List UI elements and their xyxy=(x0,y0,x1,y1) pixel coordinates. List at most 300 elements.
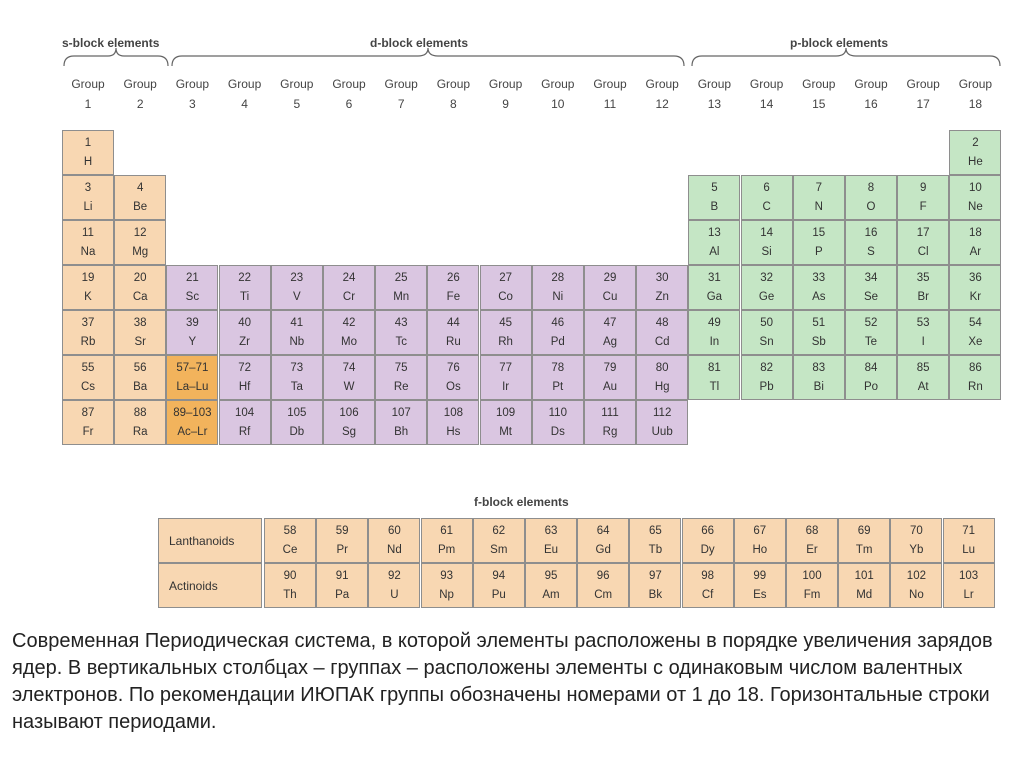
element-symbol: Ra xyxy=(132,426,148,438)
element-symbol: Th xyxy=(283,589,297,601)
atomic-number: 82 xyxy=(760,362,773,374)
f-element-cell xyxy=(734,518,786,563)
atomic-number: 50 xyxy=(760,317,773,329)
atomic-number: 15 xyxy=(812,227,826,239)
element-symbol: Yb xyxy=(909,544,924,556)
group-word: Group xyxy=(697,77,732,91)
atomic-number: 57–71 xyxy=(176,362,209,374)
element-symbol: Pd xyxy=(550,336,565,348)
group-header-8 xyxy=(427,74,479,114)
element-cell xyxy=(897,220,949,265)
element-symbol: In xyxy=(709,336,720,348)
element-symbol: K xyxy=(84,291,92,303)
element-cell xyxy=(636,310,688,355)
atomic-number: 14 xyxy=(760,227,773,239)
element-symbol: Tl xyxy=(709,381,720,393)
f-element-cell xyxy=(421,563,473,608)
f-element-cell xyxy=(525,563,577,608)
atomic-number: 43 xyxy=(394,317,408,329)
atomic-number: 56 xyxy=(133,362,147,374)
atomic-number: 62 xyxy=(492,525,506,537)
element-symbol: Pu xyxy=(491,589,506,601)
group-header-16 xyxy=(845,74,897,114)
element-cell xyxy=(949,265,1001,310)
atomic-number: 86 xyxy=(968,362,982,374)
element-symbol: Cl xyxy=(917,246,929,258)
element-symbol: N xyxy=(814,201,823,213)
group-number: 6 xyxy=(345,97,353,111)
group-number: 16 xyxy=(864,97,878,111)
group-word: Group xyxy=(749,77,784,91)
element-symbol: No xyxy=(909,589,924,601)
element-cell xyxy=(375,400,427,445)
atomic-number: 59 xyxy=(335,525,349,537)
element-symbol: Rf xyxy=(238,426,251,438)
element-cell xyxy=(323,400,375,445)
element-symbol: Sb xyxy=(811,336,826,348)
element-cell xyxy=(532,400,584,445)
element-cell xyxy=(427,355,479,400)
group-word: Group xyxy=(645,77,679,91)
group-header-3 xyxy=(166,74,218,114)
atomic-number: 45 xyxy=(499,317,512,329)
element-cell xyxy=(793,175,845,220)
element-cell xyxy=(480,355,532,400)
group-number: 8 xyxy=(450,97,457,111)
element-symbol: La–Lu xyxy=(176,381,209,393)
atomic-number: 58 xyxy=(283,525,297,537)
group-number: 15 xyxy=(812,97,826,111)
element-symbol: Ru xyxy=(446,336,461,348)
atomic-number: 20 xyxy=(133,272,147,284)
atomic-number: 94 xyxy=(492,570,506,582)
element-symbol: Se xyxy=(863,291,879,303)
element-symbol: Sr xyxy=(134,336,146,348)
element-symbol: S xyxy=(867,246,875,258)
group-header-5 xyxy=(271,74,323,114)
element-symbol: Os xyxy=(446,381,461,393)
group-header-4 xyxy=(219,74,271,114)
element-symbol: Cm xyxy=(594,589,613,601)
element-symbol: Rh xyxy=(498,336,513,348)
element-cell xyxy=(166,265,218,310)
atomic-number: 104 xyxy=(235,407,255,419)
atomic-number: 66 xyxy=(701,525,714,537)
element-cell xyxy=(62,130,114,175)
element-cell xyxy=(897,175,949,220)
element-cell xyxy=(114,355,166,400)
element-symbol: Co xyxy=(498,291,513,303)
element-symbol: Kr xyxy=(969,291,982,303)
element-cell xyxy=(949,310,1001,355)
group-header-9 xyxy=(480,74,532,114)
element-symbol: Ti xyxy=(240,291,250,303)
group-number: 9 xyxy=(502,97,509,111)
element-symbol: Cu xyxy=(602,291,618,303)
element-symbol: Rb xyxy=(80,336,96,348)
element-cell xyxy=(688,265,740,310)
atomic-number: 11 xyxy=(82,227,94,239)
element-cell xyxy=(793,220,845,265)
atomic-number: 29 xyxy=(603,272,617,284)
atomic-number: 69 xyxy=(857,525,871,537)
element-symbol: Pm xyxy=(437,544,456,556)
element-symbol: Nb xyxy=(289,336,305,348)
atomic-number: 67 xyxy=(753,525,767,537)
atomic-number: 79 xyxy=(603,362,617,374)
element-symbol: Am xyxy=(542,589,560,601)
group-number: 14 xyxy=(759,97,774,111)
atomic-number: 91 xyxy=(335,570,349,582)
element-symbol: Pr xyxy=(336,544,348,556)
f-element-cell xyxy=(473,518,525,563)
element-symbol: V xyxy=(292,291,301,303)
atomic-number: 80 xyxy=(655,362,669,374)
element-cell xyxy=(375,310,427,355)
atomic-number: 18 xyxy=(968,227,982,239)
group-word: Group xyxy=(227,77,262,91)
element-symbol: At xyxy=(917,381,929,393)
element-symbol: Bi xyxy=(813,381,824,393)
f-element-cell xyxy=(421,518,473,563)
element-cell xyxy=(375,265,427,310)
group-word: Group xyxy=(332,77,366,91)
atomic-number: 83 xyxy=(812,362,826,374)
element-cell xyxy=(584,400,636,445)
element-cell xyxy=(688,310,740,355)
element-symbol: Fe xyxy=(446,291,461,303)
element-cell xyxy=(219,355,271,400)
group-number: 1 xyxy=(84,97,92,111)
element-symbol: Hg xyxy=(654,381,670,393)
atomic-number: 65 xyxy=(648,525,662,537)
atomic-number: 92 xyxy=(387,570,401,582)
element-symbol: H xyxy=(83,156,93,168)
element-cell xyxy=(845,355,897,400)
f-element-cell xyxy=(943,518,995,563)
element-symbol: Hs xyxy=(446,426,461,438)
element-symbol: Sn xyxy=(759,336,774,348)
block-braces xyxy=(0,0,1024,75)
element-symbol: O xyxy=(866,201,876,213)
element-cell xyxy=(845,310,897,355)
element-symbol: Lr xyxy=(963,589,974,601)
group-header-2 xyxy=(114,74,166,114)
element-symbol: He xyxy=(968,156,983,168)
element-cell xyxy=(427,310,479,355)
atomic-number: 25 xyxy=(394,272,408,284)
group-header-15 xyxy=(793,74,845,114)
element-cell xyxy=(323,265,375,310)
atomic-number: 85 xyxy=(916,362,930,374)
atomic-number: 47 xyxy=(603,317,617,329)
element-cell xyxy=(532,310,584,355)
element-symbol: Te xyxy=(864,336,878,348)
atomic-number: 17 xyxy=(916,227,930,239)
element-symbol: Zr xyxy=(239,336,251,348)
element-cell xyxy=(636,355,688,400)
element-cell xyxy=(271,265,323,310)
element-cell xyxy=(793,355,845,400)
group-word: Group xyxy=(280,77,314,91)
element-symbol: Al xyxy=(709,246,720,258)
element-symbol: Pt xyxy=(552,381,564,393)
element-cell xyxy=(271,355,323,400)
atomic-number: 74 xyxy=(342,362,356,374)
atomic-number: 112 xyxy=(653,407,672,419)
element-cell xyxy=(949,130,1001,175)
element-cell xyxy=(62,175,114,220)
group-header-17 xyxy=(897,74,949,114)
f-element-cell xyxy=(943,563,995,608)
f-block-label: f-block elements xyxy=(474,495,569,509)
atomic-number: 110 xyxy=(548,407,567,419)
atomic-number: 75 xyxy=(394,362,408,374)
atomic-number: 27 xyxy=(499,272,512,284)
group-header-14 xyxy=(741,74,793,114)
element-cell xyxy=(323,355,375,400)
group-number: 5 xyxy=(293,97,301,111)
element-symbol: I xyxy=(921,336,925,348)
s-block-label: s-block elements xyxy=(62,36,160,50)
f-element-cell xyxy=(786,563,838,608)
element-symbol: Gd xyxy=(595,544,611,556)
element-cell xyxy=(480,310,532,355)
f-element-cell xyxy=(682,518,734,563)
f-element-cell xyxy=(577,518,629,563)
atomic-number: 9 xyxy=(919,182,927,194)
atomic-number: 13 xyxy=(707,227,721,239)
element-symbol: Sc xyxy=(185,291,200,303)
atomic-number: 99 xyxy=(753,570,767,582)
element-symbol: Rn xyxy=(968,381,983,393)
element-cell xyxy=(897,265,949,310)
atomic-number: 68 xyxy=(805,525,819,537)
element-symbol: C xyxy=(762,201,771,213)
element-cell xyxy=(688,220,740,265)
atomic-number: 32 xyxy=(760,272,773,284)
element-cell xyxy=(114,175,166,220)
group-header-6 xyxy=(323,74,375,114)
element-symbol: W xyxy=(343,381,355,393)
atomic-number: 88 xyxy=(133,407,147,419)
element-symbol: Ag xyxy=(602,336,618,348)
element-cell xyxy=(114,265,166,310)
element-cell xyxy=(271,310,323,355)
element-symbol: B xyxy=(710,201,719,213)
element-cell xyxy=(845,175,897,220)
atomic-number: 53 xyxy=(916,317,930,329)
atomic-number: 60 xyxy=(387,525,401,537)
element-cell xyxy=(375,355,427,400)
f-element-cell xyxy=(525,518,577,563)
atomic-number: 78 xyxy=(551,362,565,374)
group-word: Group xyxy=(593,77,627,91)
element-symbol: Eu xyxy=(543,544,559,556)
group-header-10 xyxy=(532,74,584,114)
element-cell xyxy=(741,175,793,220)
atomic-number: 48 xyxy=(655,317,669,329)
atomic-number: 93 xyxy=(440,570,453,582)
atomic-number: 90 xyxy=(283,570,297,582)
element-symbol: As xyxy=(812,291,826,303)
element-symbol: Ds xyxy=(550,426,565,438)
atomic-number: 23 xyxy=(290,272,304,284)
atomic-number: 54 xyxy=(968,317,982,329)
element-symbol: Li xyxy=(83,201,93,213)
element-cell xyxy=(480,400,532,445)
element-symbol: Nd xyxy=(387,544,402,556)
element-symbol: Md xyxy=(856,589,873,601)
atomic-number: 33 xyxy=(812,272,826,284)
element-symbol: Mg xyxy=(132,246,149,258)
element-symbol: Es xyxy=(753,589,767,601)
atomic-number: 49 xyxy=(707,317,721,329)
atomic-number: 22 xyxy=(238,272,251,284)
atomic-number: 21 xyxy=(185,272,199,284)
element-symbol: Dy xyxy=(700,544,715,556)
element-symbol: U xyxy=(390,589,399,601)
element-symbol: Hf xyxy=(238,381,251,393)
atomic-number: 34 xyxy=(864,272,878,284)
element-cell xyxy=(427,400,479,445)
atomic-number: 52 xyxy=(864,317,878,329)
atomic-number: 63 xyxy=(544,525,558,537)
atomic-number: 7 xyxy=(815,182,822,194)
element-cell xyxy=(636,265,688,310)
atomic-number: 40 xyxy=(238,317,251,329)
f-element-cell xyxy=(316,518,368,563)
f-element-cell xyxy=(264,518,316,563)
element-symbol: Sm xyxy=(490,544,508,556)
element-cell xyxy=(532,355,584,400)
f-element-cell xyxy=(734,563,786,608)
element-symbol: Mn xyxy=(393,291,410,303)
group-number: 11 xyxy=(603,97,617,111)
atomic-number: 39 xyxy=(185,317,199,329)
element-cell xyxy=(427,265,479,310)
element-cell xyxy=(897,310,949,355)
element-cell xyxy=(584,265,636,310)
atomic-number: 100 xyxy=(802,570,822,582)
element-symbol: Bk xyxy=(648,589,663,601)
f-element-cell xyxy=(838,518,890,563)
element-cell xyxy=(688,355,740,400)
element-symbol: Cr xyxy=(342,291,356,303)
element-symbol: Tc xyxy=(395,336,407,348)
atomic-number: 70 xyxy=(909,525,923,537)
group-number: 7 xyxy=(397,97,405,111)
f-row-label: Lanthanoids xyxy=(158,518,262,563)
element-cell xyxy=(323,310,375,355)
atomic-number: 96 xyxy=(596,570,610,582)
atomic-number: 12 xyxy=(133,227,147,239)
element-symbol: Ge xyxy=(758,291,775,303)
atomic-number: 72 xyxy=(238,362,251,374)
s-block-brace xyxy=(64,48,168,66)
atomic-number: 97 xyxy=(648,570,662,582)
atomic-number: 89–103 xyxy=(173,407,212,419)
atomic-number: 109 xyxy=(496,407,516,419)
element-symbol: Bh xyxy=(394,426,409,438)
element-symbol: Pb xyxy=(759,381,774,393)
group-header-12 xyxy=(636,74,688,114)
element-symbol: Be xyxy=(133,201,148,213)
element-symbol: Cs xyxy=(80,381,96,393)
f-element-cell xyxy=(368,563,420,608)
element-symbol: Na xyxy=(80,246,96,258)
element-symbol: Ba xyxy=(133,381,148,393)
element-cell xyxy=(741,310,793,355)
d-block-brace xyxy=(172,48,684,66)
element-symbol: P xyxy=(814,246,823,258)
atomic-number: 98 xyxy=(701,570,714,582)
element-symbol: Cf xyxy=(701,589,714,601)
atomic-number: 38 xyxy=(133,317,147,329)
atomic-number: 1 xyxy=(84,137,92,149)
element-symbol: Tb xyxy=(648,544,663,556)
f-element-cell xyxy=(577,563,629,608)
element-cell xyxy=(897,355,949,400)
f-element-cell xyxy=(316,563,368,608)
atomic-number: 61 xyxy=(440,525,453,537)
atomic-number: 105 xyxy=(287,407,307,419)
f-element-cell xyxy=(473,563,525,608)
element-cell xyxy=(949,355,1001,400)
element-symbol: Uub xyxy=(651,426,673,438)
element-cell xyxy=(114,220,166,265)
element-symbol: Cd xyxy=(654,336,670,348)
element-cell xyxy=(741,265,793,310)
f-element-cell xyxy=(786,518,838,563)
f-row-label: Actinoids xyxy=(158,563,262,608)
atomic-number: 44 xyxy=(446,317,460,329)
atomic-number: 81 xyxy=(707,362,721,374)
f-element-cell xyxy=(368,518,420,563)
atomic-number: 35 xyxy=(916,272,930,284)
element-symbol: Ga xyxy=(706,291,723,303)
group-number: 18 xyxy=(968,97,983,111)
atomic-number: 37 xyxy=(81,317,95,329)
atomic-number: 30 xyxy=(655,272,669,284)
element-cell xyxy=(219,265,271,310)
group-header-7 xyxy=(375,74,427,114)
group-word: Group xyxy=(541,77,575,91)
atomic-number: 87 xyxy=(81,407,95,419)
p-block-label: p-block elements xyxy=(790,36,889,50)
element-symbol: Ce xyxy=(282,544,298,556)
element-symbol: Si xyxy=(761,246,772,258)
element-symbol: Ni xyxy=(552,291,564,303)
element-cell xyxy=(62,355,114,400)
element-cell xyxy=(741,220,793,265)
f-element-cell xyxy=(838,563,890,608)
element-symbol: Pa xyxy=(335,589,350,601)
element-cell xyxy=(532,265,584,310)
element-symbol: Mo xyxy=(341,336,357,348)
element-symbol: Br xyxy=(917,291,929,303)
atomic-number: 26 xyxy=(446,272,460,284)
atomic-number: 10 xyxy=(968,182,982,194)
element-symbol: Np xyxy=(439,589,454,601)
element-cell xyxy=(480,265,532,310)
group-word: Group xyxy=(488,77,523,91)
atomic-number: 31 xyxy=(707,272,721,284)
element-cell xyxy=(584,310,636,355)
atomic-number: 71 xyxy=(962,525,975,537)
atomic-number: 101 xyxy=(854,570,874,582)
atomic-number: 64 xyxy=(596,525,610,537)
